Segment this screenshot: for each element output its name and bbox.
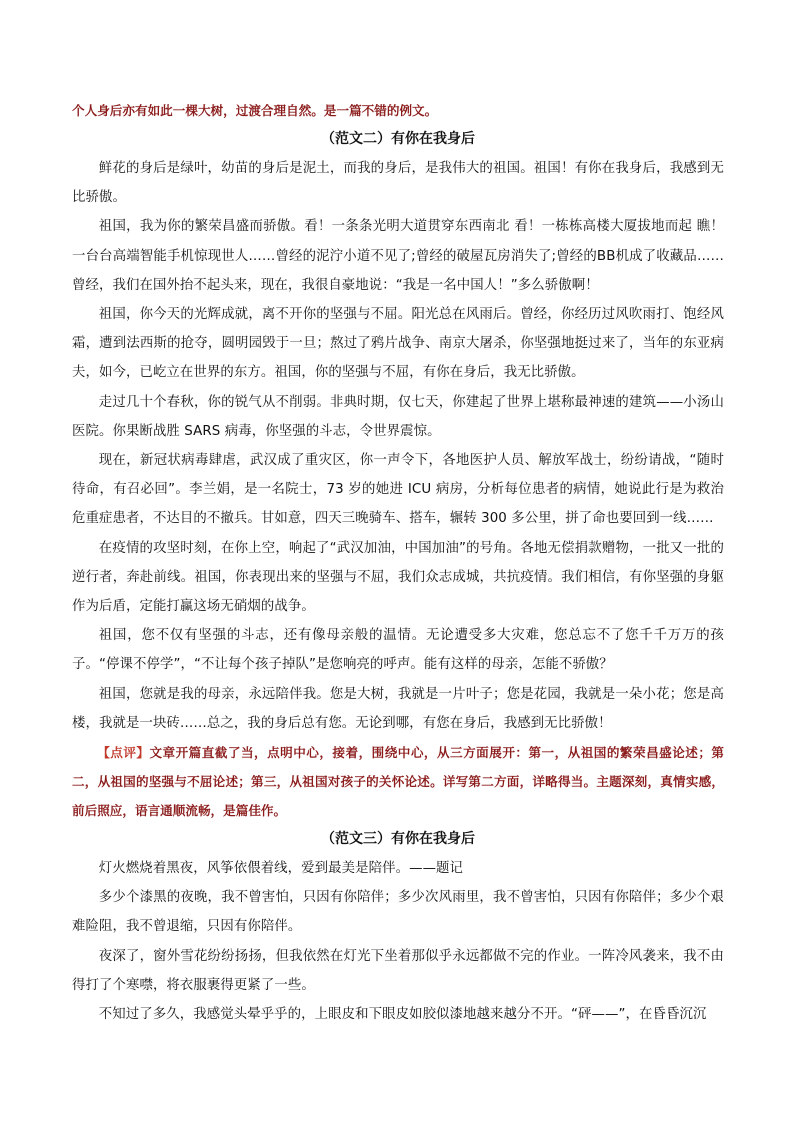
essay3-paragraph: 多少个漆黑的夜晚，我不曾害怕，只因有你陪伴；多少次风雨里，我不曾害怕，只因有你陪伴；多少个艰难险阻，我不曾退缩，只因有你陪伴。 [72,890,724,935]
essay3-paragraph: 不知过了多久，我感觉头晕乎乎的，上眼皮和下眼皮如胶似漆地越来越分不开。“砰——”，在昏昏沉沉 [98,1007,707,1023]
document-page [72,96,724,1029]
essay2-paragraph: 在疫情的攻坚时刻，在你上空，响起了“武汉加油，中国加油”的号角。各地无偿捐款赠物，一批又一批的逆行者，奔赴前线。祖国，你表现出来的坚强与不屈，我们众志成城，共抗疫情。我们相信，有你坚强的身躯作为后盾，定能打赢这场无硝烟的战争。 [72,540,724,615]
essay2-paragraph: 祖国，你今天的光辉成就，离不开你的坚强与不屈。阳光总在风雨后。曾经，你经历过风吹雨打、饱经风霜，遭到法西斯的抢夺，圆明园毁于一旦；熬过了鸦片战争、南京大屠杀，你坚强地挺过来了，当年的东亚病夫，如今，已屹立在世界的东方。祖国，你的坚强与不屈，有你在身后，我无比骄傲。 [72,307,724,381]
essay2-paragraph: 祖国，我为你的繁荣昌盛而骄傲。看！一条条光明大道贯穿东西南北 看！一栋栋高楼大厦拔地而起 瞧！一台台高端智能手机惊现世人……曾经的泥泞小道不见了;曾经的破屋瓦房消失了;曾经的BB机成了收藏品……曾经，我们在国外抬不起头来，现在，我很自豪地说：“我是一名中国人！”多么骄傲啊！ [72,219,724,293]
essay3-paragraph: 夜深了，窗外雪花纷纷扬扬，但我依然在灯光下坐着那似乎永远都做不完的作业。一阵冷风袭来，我不由得打了个寒噤，将衣服裹得更紧了一些。 [72,948,724,993]
essay2-paragraph: 鲜花的身后是绿叶，幼苗的身后是泥土，而我的身后，是我伟大的祖国。祖国！有你在我身后，我感到无比骄傲。 [72,161,724,206]
comment-text: 文章开篇直截了当，点明中心，接着，围绕中心，从三方面展开：第一，从祖国的繁荣昌盛论述；第二，从祖国的坚强与不屈论述；第三，从祖国对孩子的关怀论述。详写第二方面，详略得当。主题深刻，真情实感，前后照应，语言通顺流畅，是篇佳作。 [72,745,725,819]
essay2-body [72,154,724,738]
essay3-paragraph: 灯火燃烧着黑夜，风筝依偎着线，爱到最美是陪伴。——题记 [98,861,464,877]
essay2-paragraph: 现在，新冠状病毒肆虐，武汉成了重灾区，你一声令下，各地医护人员、解放军战士，纷纷请战，“随时待命，有召必回”。李兰娟，是一名院士，73 岁的她进 ICU 病房，分析每位患者的病情，她说此行是为救治危重症患者，不达目的不撤兵。甘如意，四天三晚骑车、搭车，辗转 300 多公里，拼了命也要回到一线…… [72,453,724,527]
essay2-comment [72,738,724,825]
essay2-paragraph: 走过几十个春秋，你的锐气从不削弱。非典时期，仅七天，你建起了世界上堪称最神速的建筑——小汤山医院。你果断战胜 SARS 病毒，你坚强的斗志，令世界震惊。 [72,394,724,439]
intro-comment: 个人身后亦有如此一棵大树，过渡合理自然。是一篇不错的例文。 [72,103,438,118]
essay2-paragraph: 祖国，您不仅有坚强的斗志，还有像母亲般的温情。无论遭受多大灾难，您总忘不了您千千万万的孩子。“停课不停学”，“不让每个孩子掉队”是您响亮的呼声。能有这样的母亲，怎能不骄傲？ [72,628,724,673]
essay3-body [72,854,724,1029]
essay2-title: （范文二）有你在我身后 [321,131,475,147]
comment-tag: 【点评】 [97,745,150,761]
essay3-title: （范文三）有你在我身后 [321,831,475,848]
essay2-paragraph: 祖国，您就是我的母亲，永远陪伴我。您是大树，我就是一片叶子；您是花园，我就是一朵小花；您是高楼，我就是一块砖……总之，我的身后总有您。无论到哪，有您在身后，我感到无比骄傲！ [72,686,724,731]
